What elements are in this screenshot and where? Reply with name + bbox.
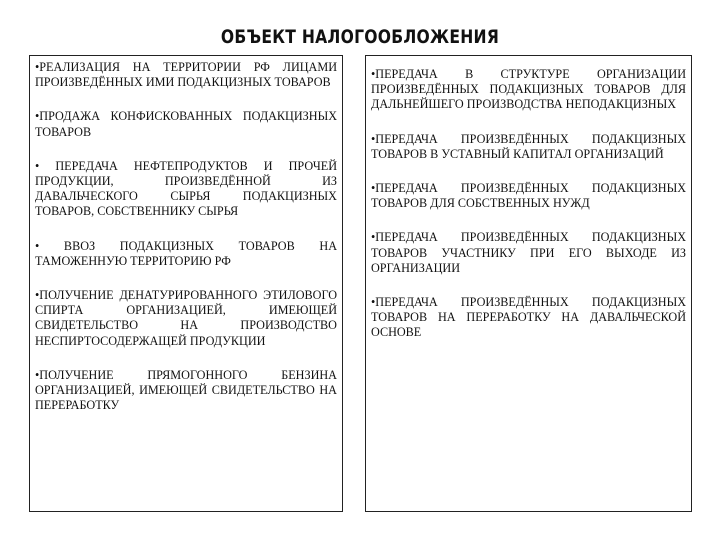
left-column-box (29, 55, 343, 512)
list-item: •ПЕРЕДАЧА ПРОИЗВЕДЁННЫХ ПОДАКЦИЗНЫХ ТОВАРОВ НА ПЕРЕРАБОТКУ НА ДАВАЛЬЧЕСКОЙ ОСНОВЕ (371, 295, 686, 340)
list-item: •ПЕРЕДАЧА ПРОИЗВЕДЁННЫХ ПОДАКЦИЗНЫХ ТОВАРОВ УЧАСТНИКУ ПРИ ЕГО ВЫХОДЕ ИЗ ОРГАНИЗАЦИИ (371, 230, 686, 275)
list-item: • ПЕРЕДАЧА НЕФТЕПРОДУКТОВ И ПРОЧЕЙ ПРОДУКЦИИ, ПРОИЗВЕДЁННОЙ ИЗ ДАВАЛЬЧЕСКОГО СЫРЬЯ ПОДАКЦИЗНЫХ ТОВАРОВ, СОБСТВЕННИКУ СЫРЬЯ (35, 158, 337, 219)
list-item: •ПЕРЕДАЧА ПРОИЗВЕДЁННЫХ ПОДАКЦИЗНЫХ ТОВАРОВ В УСТАВНЫЙ КАПИТАЛ ОРГАНИЗАЦИЙ (371, 131, 686, 161)
list-item: •РЕАЛИЗАЦИЯ НА ТЕРРИТОРИИ РФ ЛИЦАМИ ПРОИЗВЕДЁННЫХ ИМИ ПОДАКЦИЗНЫХ ТОВАРОВ (35, 60, 337, 90)
list-item: •ПРОДАЖА КОНФИСКОВАННЫХ ПОДАКЦИЗНЫХ ТОВАРОВ (35, 109, 337, 139)
slide-title: ОБЪЕКТ НАЛОГООБЛОЖЕНИЯ (220, 26, 500, 48)
list-item: •ПОЛУЧЕНИЕ ДЕНАТУРИРОВАННОГО ЭТИЛОВОГО СПИРТА ОРГАНИЗАЦИЕЙ, ИМЕЮЩЕЙ СВИДЕТЕЛЬСТВО НА ПРОИЗВОДСТВО НЕСПИРТОСОДЕРЖАЩЕЙ ПРОДУКЦИИ (35, 288, 337, 348)
list-item: • ВВОЗ ПОДАКЦИЗНЫХ ТОВАРОВ НА ТАМОЖЕННУЮ ТЕРРИТОРИЮ РФ (35, 238, 337, 268)
list-item: •ПЕРЕДАЧА ПРОИЗВЕДЁННЫХ ПОДАКЦИЗНЫХ ТОВАРОВ ДЛЯ СОБСТВЕННЫХ НУЖД (371, 181, 686, 211)
list-item: •ПЕРЕДАЧА В СТРУКТУРЕ ОРГАНИЗАЦИИ ПРОИЗВЕДЁННЫХ ПОДАКЦИЗНЫХ ТОВАРОВ ДЛЯ ДАЛЬНЕЙШЕГО ПРОИЗВОДСТВА НЕПОДАКЦИЗНЫХ (371, 67, 686, 112)
right-column-box (365, 55, 692, 512)
list-item: •ПОЛУЧЕНИЕ ПРЯМОГОННОГО БЕНЗИНА ОРГАНИЗАЦИЕЙ, ИМЕЮЩЕЙ СВИДЕТЕЛЬСТВО НА ПЕРЕРАБОТКУ (35, 367, 337, 413)
